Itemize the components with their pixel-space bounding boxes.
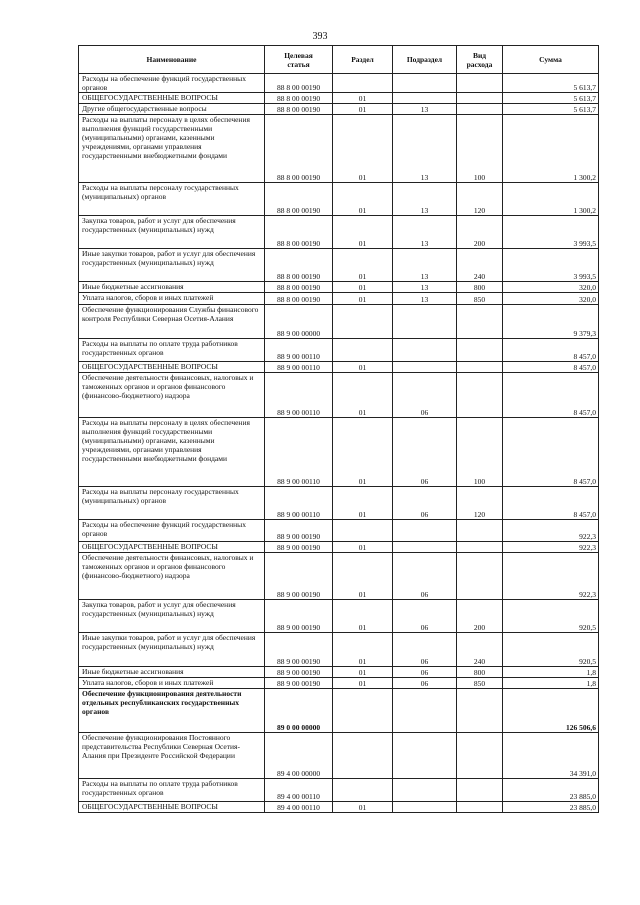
row-expense-type: 240 [457, 633, 503, 667]
row-subsection [393, 689, 457, 733]
row-target-article: 88 9 00 00110 [265, 418, 333, 487]
table-row [79, 542, 599, 553]
row-name: ОБЩЕГОСУДАРСТВЕННЫЕ ВОПРОСЫ [79, 542, 265, 553]
row-subsection: 06 [393, 678, 457, 689]
row-subsection [393, 520, 457, 542]
row-section: 01 [333, 183, 393, 216]
row-section: 01 [333, 373, 393, 418]
row-subsection: 06 [393, 487, 457, 520]
row-expense-type [457, 733, 503, 779]
row-sum: 1 300,2 [503, 183, 599, 216]
table-row [79, 362, 599, 373]
row-section: 01 [333, 553, 393, 600]
row-section: 01 [333, 93, 393, 104]
row-expense-type [457, 802, 503, 813]
table-row [79, 733, 599, 779]
table-row [79, 74, 599, 93]
row-expense-type: 850 [457, 293, 503, 305]
page-number: 393 [312, 31, 328, 42]
row-name: Расходы на обеспечение функций государственных органов [79, 520, 265, 542]
row-expense-type [457, 74, 503, 93]
row-target-article: 88 9 00 00190 [265, 600, 333, 633]
row-subsection: 13 [393, 104, 457, 115]
row-section [333, 779, 393, 802]
row-sum: 5 613,7 [503, 93, 599, 104]
row-name: Закупка товаров, работ и услуг для обеспечения государственных (муниципальных) нужд [79, 216, 265, 249]
row-name: Закупка товаров, работ и услуг для обеспечения государственных (муниципальных) нужд [79, 600, 265, 633]
row-section: 01 [333, 249, 393, 282]
row-name: Другие общегосударственные вопросы [79, 104, 265, 115]
row-name: Иные бюджетные ассигнования [79, 282, 265, 293]
row-expense-type: 200 [457, 216, 503, 249]
table-row [79, 93, 599, 104]
row-expense-type: 800 [457, 282, 503, 293]
table-row [79, 418, 599, 487]
row-target-article: 88 9 00 00190 [265, 553, 333, 600]
table-row [79, 553, 599, 600]
row-target-article: 88 9 00 00000 [265, 305, 333, 339]
row-section: 01 [333, 418, 393, 487]
table-row [79, 339, 599, 362]
row-subsection [393, 802, 457, 813]
row-section: 01 [333, 487, 393, 520]
row-target-article: 88 8 00 00190 [265, 249, 333, 282]
row-expense-type: 800 [457, 667, 503, 678]
row-expense-type [457, 362, 503, 373]
row-subsection: 06 [393, 373, 457, 418]
row-sum: 922,3 [503, 553, 599, 600]
row-target-article: 88 9 00 00110 [265, 339, 333, 362]
row-sum: 922,3 [503, 542, 599, 553]
row-section [333, 339, 393, 362]
row-name: Обеспечение функционирования деятельности отдельных республиканских государственных органов [79, 689, 265, 733]
row-subsection: 06 [393, 633, 457, 667]
row-target-article: 88 9 00 00190 [265, 542, 333, 553]
table-row [79, 104, 599, 115]
row-expense-type: 120 [457, 487, 503, 520]
row-name: ОБЩЕГОСУДАРСТВЕННЫЕ ВОПРОСЫ [79, 362, 265, 373]
row-sum: 5 613,7 [503, 74, 599, 93]
row-name: Расходы на выплаты персоналу в целях обеспечения выполнения функций государственными (муниципальными) органами, казенными учреждениями, органами управления государственными внебюджетными фондами [79, 115, 265, 183]
table-row [79, 216, 599, 249]
row-expense-type [457, 339, 503, 362]
table-row [79, 600, 599, 633]
row-target-article: 88 9 00 00190 [265, 667, 333, 678]
row-sum: 23 885,0 [503, 802, 599, 813]
row-name: Расходы на выплаты персоналу в целях обеспечения выполнения функций государственными (муниципальными) органами, казенными учреждениями, органами управления государственными внебюджетными фондами [79, 418, 265, 487]
row-expense-type [457, 542, 503, 553]
row-section: 01 [333, 542, 393, 553]
table-row [79, 689, 599, 733]
row-section: 01 [333, 293, 393, 305]
row-subsection [393, 339, 457, 362]
row-subsection [393, 74, 457, 93]
row-target-article: 88 8 00 00190 [265, 293, 333, 305]
row-name: Иные бюджетные ассигнования [79, 667, 265, 678]
row-section [333, 520, 393, 542]
row-name: Иные закупки товаров, работ и услуг для обеспечения государственных (муниципальных) нужд [79, 633, 265, 667]
row-target-article: 88 8 00 00190 [265, 183, 333, 216]
row-name: Расходы на выплаты персоналу государственных (муниципальных) органов [79, 183, 265, 216]
row-name: Расходы на выплаты по оплате труда работников государственных органов [79, 339, 265, 362]
table-row [79, 282, 599, 293]
row-sum: 8 457,0 [503, 373, 599, 418]
table-row [79, 293, 599, 305]
row-section: 01 [333, 678, 393, 689]
row-subsection: 13 [393, 183, 457, 216]
row-target-article: 89 4 00 00000 [265, 733, 333, 779]
row-subsection: 13 [393, 293, 457, 305]
row-section: 01 [333, 633, 393, 667]
row-expense-type [457, 104, 503, 115]
row-target-article: 88 9 00 00190 [265, 520, 333, 542]
header-subsection: Подраздел [393, 46, 457, 74]
row-name: Расходы на обеспечение функций государственных органов [79, 74, 265, 93]
table-row [79, 183, 599, 216]
header-name: Наименование [79, 46, 265, 74]
row-sum: 8 457,0 [503, 362, 599, 373]
row-expense-type [457, 553, 503, 600]
row-sum: 320,0 [503, 282, 599, 293]
row-sum: 922,3 [503, 520, 599, 542]
row-section [333, 74, 393, 93]
row-target-article: 88 9 00 00110 [265, 362, 333, 373]
row-subsection [393, 733, 457, 779]
row-subsection [393, 305, 457, 339]
header-expense-type: Вид расхода [457, 46, 503, 74]
row-subsection: 13 [393, 249, 457, 282]
row-name: ОБЩЕГОСУДАРСТВЕННЫЕ ВОПРОСЫ [79, 93, 265, 104]
row-section: 01 [333, 104, 393, 115]
row-section: 01 [333, 115, 393, 183]
row-section [333, 305, 393, 339]
table-row [79, 487, 599, 520]
row-target-article: 88 9 00 00190 [265, 633, 333, 667]
table-row [79, 305, 599, 339]
table-row [79, 249, 599, 282]
header-sum: Сумма [503, 46, 599, 74]
table-body [79, 74, 599, 813]
row-sum: 8 457,0 [503, 418, 599, 487]
row-expense-type [457, 93, 503, 104]
row-target-article: 88 8 00 00190 [265, 115, 333, 183]
row-target-article: 89 4 00 00110 [265, 779, 333, 802]
row-sum: 1,8 [503, 667, 599, 678]
row-expense-type: 240 [457, 249, 503, 282]
row-section: 01 [333, 667, 393, 678]
row-subsection: 06 [393, 667, 457, 678]
row-sum: 920,5 [503, 633, 599, 667]
row-target-article: 88 8 00 00190 [265, 282, 333, 293]
table-row [79, 633, 599, 667]
table-row [79, 678, 599, 689]
row-sum: 3 993,5 [503, 249, 599, 282]
row-target-article: 88 8 00 00190 [265, 104, 333, 115]
table-row [79, 373, 599, 418]
row-subsection [393, 93, 457, 104]
row-expense-type [457, 520, 503, 542]
header-target-article: Целевая статья [265, 46, 333, 74]
row-subsection: 06 [393, 418, 457, 487]
row-expense-type [457, 689, 503, 733]
row-subsection: 06 [393, 553, 457, 600]
row-sum: 5 613,7 [503, 104, 599, 115]
row-expense-type [457, 779, 503, 802]
row-expense-type: 100 [457, 115, 503, 183]
row-expense-type: 200 [457, 600, 503, 633]
row-sum: 1,8 [503, 678, 599, 689]
row-subsection: 13 [393, 282, 457, 293]
row-name: Иные закупки товаров, работ и услуг для обеспечения государственных (муниципальных) нужд [79, 249, 265, 282]
row-section: 01 [333, 802, 393, 813]
row-name: Уплата налогов, сборов и иных платежей [79, 678, 265, 689]
row-target-article: 88 8 00 00190 [265, 93, 333, 104]
row-target-article: 88 9 00 00110 [265, 373, 333, 418]
row-sum: 9 379,3 [503, 305, 599, 339]
row-name: Обеспечение функционирования Службы финансового контроля Республики Северная Осетия-Алания [79, 305, 265, 339]
row-sum: 320,0 [503, 293, 599, 305]
row-subsection [393, 362, 457, 373]
row-expense-type [457, 305, 503, 339]
row-section: 01 [333, 216, 393, 249]
row-name: Расходы на выплаты по оплате труда работников государственных органов [79, 779, 265, 802]
row-target-article: 88 9 00 00110 [265, 487, 333, 520]
row-target-article: 89 0 00 00000 [265, 689, 333, 733]
row-name: ОБЩЕГОСУДАРСТВЕННЫЕ ВОПРОСЫ [79, 802, 265, 813]
row-sum: 3 993,5 [503, 216, 599, 249]
row-name: Обеспечение функционирования Постоянного представительства Республики Северная Осетия-Алания при Президенте Российской Федерации [79, 733, 265, 779]
row-name: Обеспечение деятельности финансовых, налоговых и таможенных органов и органов финансового (финансово-бюджетного) надзора [79, 373, 265, 418]
row-sum: 920,5 [503, 600, 599, 633]
row-target-article: 88 9 00 00190 [265, 678, 333, 689]
row-subsection [393, 779, 457, 802]
table-row [79, 520, 599, 542]
row-section [333, 733, 393, 779]
row-subsection: 06 [393, 600, 457, 633]
row-sum: 8 457,0 [503, 339, 599, 362]
row-section: 01 [333, 362, 393, 373]
row-name: Обеспечение деятельности финансовых, налоговых и таможенных органов и органов финансового (финансово-бюджетного) надзора [79, 553, 265, 600]
row-subsection: 13 [393, 216, 457, 249]
row-section: 01 [333, 282, 393, 293]
row-name: Уплата налогов, сборов и иных платежей [79, 293, 265, 305]
row-expense-type: 100 [457, 418, 503, 487]
table-row [79, 115, 599, 183]
row-target-article: 89 4 00 00110 [265, 802, 333, 813]
table-header-row [79, 46, 599, 74]
row-section: 01 [333, 600, 393, 633]
row-subsection: 13 [393, 115, 457, 183]
row-expense-type [457, 373, 503, 418]
row-name: Расходы на выплаты персоналу государственных (муниципальных) органов [79, 487, 265, 520]
row-sum: 34 391,0 [503, 733, 599, 779]
table-row [79, 802, 599, 813]
row-sum: 126 506,6 [503, 689, 599, 733]
row-expense-type: 850 [457, 678, 503, 689]
row-sum: 1 300,2 [503, 115, 599, 183]
row-sum: 23 885,0 [503, 779, 599, 802]
header-section: Раздел [333, 46, 393, 74]
row-subsection [393, 542, 457, 553]
table-row [79, 667, 599, 678]
row-section [333, 689, 393, 733]
row-target-article: 88 8 00 00190 [265, 216, 333, 249]
row-expense-type: 120 [457, 183, 503, 216]
table-row [79, 779, 599, 802]
budget-table [78, 45, 599, 813]
row-sum: 8 457,0 [503, 487, 599, 520]
row-target-article: 88 8 00 00190 [265, 74, 333, 93]
